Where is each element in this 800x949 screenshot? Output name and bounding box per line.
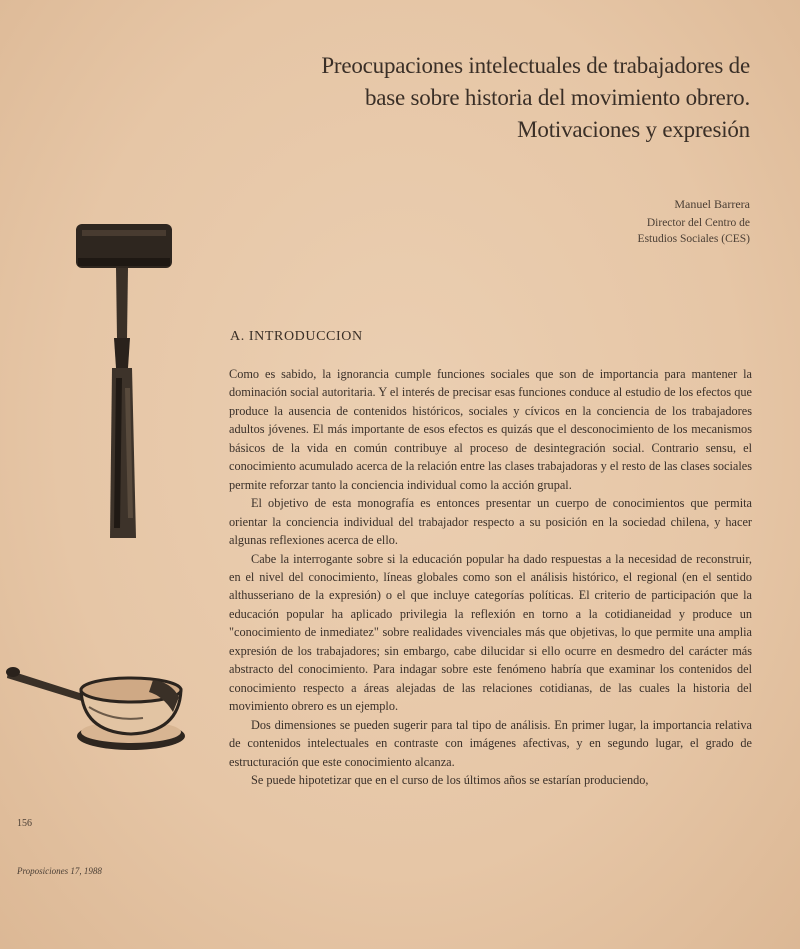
paragraph: El objetivo de esta monografía es entonces presentar un cuerpo de conocimientos que permita orientar la conciencia individual del trabajador respecto a su posición en la sociedad chilena, y hacer algunas reflexiones acerca de ello. — [229, 496, 752, 548]
article-body — [229, 365, 752, 789]
title-line: base sobre historia del movimiento obrero. — [364, 85, 750, 110]
author-affiliation-line: Director del Centro de — [646, 217, 750, 229]
page-number: 156 — [17, 818, 32, 829]
paragraph: Dos dimensiones se pueden sugerir para tal tipo de análisis. En primer lugar, la importancia relativa de contenidos intelectuales en contraste con imágenes afectivas, y en segundo lugar, el grado de estructuración que este conocimiento alcanza. — [229, 717, 752, 769]
paragraph: Se puede hipotetizar que en el curso de los últimos años se estarían produciendo, — [251, 772, 649, 787]
paragraph: Como es sabido, la ignorancia cumple funciones sociales que son de importancia para mantener la dominación social autoritaria. Y el interés de precisar esas funciones conduce al estudio de los efectos que produce la ausencia de contenidos históricos, sociales y cívicos en la conciencia de los trabajadores adultos jóvenes. El más importante de esos efectos es quizás que el desconocimiento de los mecanismos básicos de la vida en común contribuye al proceso de desintegración social. Contrario sensu, el conocimiento acumulado acerca de la relación entre las clases trabajadoras y el resto de las clases sociales permite reforzar tanto la conciencia individual como la acción grupal. — [229, 367, 752, 492]
title-line: Motivaciones y expresión — [517, 117, 750, 142]
mortar-pan-icon — [3, 652, 188, 762]
paragraph: Cabe la interrogante sobre si la educación popular ha dado respuestas a la necesidad de reconstruir, en el nivel del conocimiento, líneas globales como son el análisis histórico, el regional (en el sentido althusseriano de la expresión) o el que incluye categorías políticas. El criterio de participación que la educación popular ha aplicado privilegia la reflexión en torno a la cotidianeidad y produce un "conocimiento de inmediatez" sobre realidades vivenciales más que objetivas, lo que permite una amplia expresión de los trabajadores; sin embargo, cabe dilucidar si ello ocurre en desmedro del carácter más abstracto del conocimiento. Para indagar sobre este fenómeno habría que examinar los contenidos del conocimiento respecto a áreas alejadas de las relaciones cotidianas, de las cuales la historia del movimiento obrero es un ejemplo. — [229, 551, 752, 714]
title-line: Preocupaciones intelectuales de trabajadores de — [321, 53, 750, 78]
publication-footer: Proposiciones 17, 1988 — [17, 866, 102, 876]
article-title — [190, 50, 750, 146]
author-block — [638, 196, 750, 247]
section-heading: A. INTRODUCCION — [230, 329, 363, 344]
author-name: Manuel Barrera — [674, 197, 750, 211]
mallet-icon — [70, 218, 180, 553]
author-affiliation-line: Estudios Sociales (CES) — [637, 233, 750, 245]
